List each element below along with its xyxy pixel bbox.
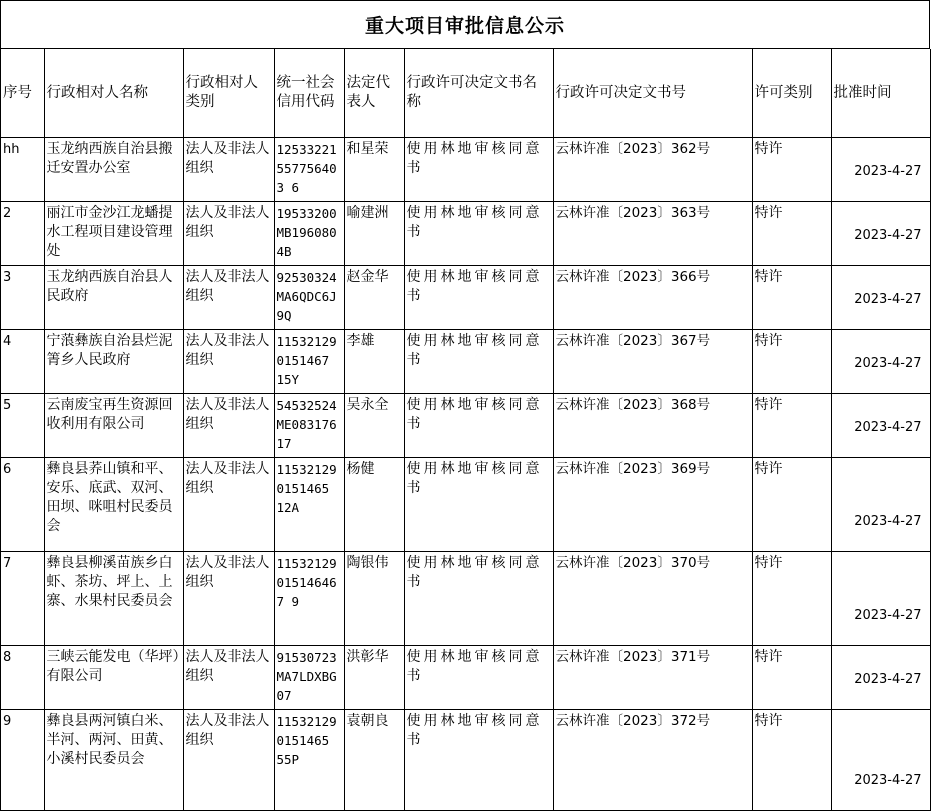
- row-doc-no: 云林许准〔2023〕367号: [553, 330, 752, 394]
- row-representative: 洪彰华: [344, 646, 404, 710]
- table-row: [1, 394, 930, 458]
- row-credit-code: 115321290151465 55P: [274, 710, 344, 811]
- row-date: 2023-4-27: [831, 394, 930, 458]
- row-name: 玉龙纳西族自治县搬迁安置办公室: [44, 138, 183, 202]
- row-index: 3: [1, 266, 44, 330]
- header-col-category: 行政相对人类别: [183, 49, 274, 138]
- row-doc-no: 云林许准〔2023〕372号: [553, 710, 752, 811]
- page-title: 重大项目审批信息公示: [1, 1, 930, 49]
- row-credit-code: 12533221557756403 6: [274, 138, 344, 202]
- header-col-representative: 法定代表人: [344, 49, 404, 138]
- row-category: 法人及非法人组织: [183, 266, 274, 330]
- header-col-name: 行政相对人名称: [44, 49, 183, 138]
- row-doc-no: 云林许准〔2023〕368号: [553, 394, 752, 458]
- row-category: 法人及非法人组织: [183, 710, 274, 811]
- row-date: 2023-4-27: [831, 330, 930, 394]
- row-permit-type: 特许: [752, 266, 831, 330]
- row-representative: 陶银伟: [344, 552, 404, 646]
- table-body: [1, 138, 930, 811]
- row-name: 云南废宝再生资源回收利用有限公司: [44, 394, 183, 458]
- row-name: 三峡云能发电（华坪）有限公司: [44, 646, 183, 710]
- table-header-row: [1, 49, 930, 138]
- row-index: 8: [1, 646, 44, 710]
- row-permit-type: 特许: [752, 710, 831, 811]
- row-index: 5: [1, 394, 44, 458]
- row-permit-type: 特许: [752, 552, 831, 646]
- row-doc-no: 云林许准〔2023〕363号: [553, 202, 752, 266]
- row-representative: 喻建洲: [344, 202, 404, 266]
- row-representative: 杨健: [344, 458, 404, 552]
- row-doc-name: 使用林地审核同意书: [404, 646, 553, 710]
- table-row: [1, 552, 930, 646]
- row-representative: 袁朝良: [344, 710, 404, 811]
- approval-table: [1, 49, 931, 811]
- row-name: 彝良县柳溪苗族乡白虾、茶坊、坪上、上寨、水果村民委员会: [44, 552, 183, 646]
- table-row: [1, 646, 930, 710]
- row-credit-code: 92530324MA6QDC6J9Q: [274, 266, 344, 330]
- row-permit-type: 特许: [752, 458, 831, 552]
- row-permit-type: 特许: [752, 646, 831, 710]
- row-doc-no: 云林许准〔2023〕371号: [553, 646, 752, 710]
- header-col-permit-type: 许可类别: [752, 49, 831, 138]
- row-doc-name: 使用林地审核同意书: [404, 458, 553, 552]
- row-date: 2023-4-27: [831, 202, 930, 266]
- row-date: 2023-4-27: [831, 138, 930, 202]
- row-name: 宁蒗彝族自治县烂泥箐乡人民政府: [44, 330, 183, 394]
- row-category: 法人及非法人组织: [183, 552, 274, 646]
- row-doc-no: 云林许准〔2023〕369号: [553, 458, 752, 552]
- row-name: 彝良县荞山镇和平、安乐、底武、双河、田坝、咪咀村民委员会: [44, 458, 183, 552]
- row-index: 4: [1, 330, 44, 394]
- table-row: [1, 266, 930, 330]
- header-col-doc-name: 行政许可决定文书名称: [404, 49, 553, 138]
- row-credit-code: 115321290151467 15Y: [274, 330, 344, 394]
- table-row: [1, 710, 930, 811]
- row-credit-code: 11532129015146467 9: [274, 552, 344, 646]
- row-credit-code: 19533200MB1960804B: [274, 202, 344, 266]
- row-date: 2023-4-27: [831, 710, 930, 811]
- row-doc-name: 使用林地审核同意书: [404, 552, 553, 646]
- row-doc-name: 使用林地审核同意书: [404, 394, 553, 458]
- row-category: 法人及非法人组织: [183, 330, 274, 394]
- row-name: 玉龙纳西族自治县人民政府: [44, 266, 183, 330]
- row-index: 2: [1, 202, 44, 266]
- row-category: 法人及非法人组织: [183, 458, 274, 552]
- header-col-credit-code: 统一社会信用代码: [274, 49, 344, 138]
- row-doc-name: 使用林地审核同意书: [404, 266, 553, 330]
- row-date: 2023-4-27: [831, 458, 930, 552]
- row-date: 2023-4-27: [831, 552, 930, 646]
- row-doc-name: 使用林地审核同意书: [404, 138, 553, 202]
- row-category: 法人及非法人组织: [183, 646, 274, 710]
- row-category: 法人及非法人组织: [183, 138, 274, 202]
- row-doc-no: 云林许准〔2023〕370号: [553, 552, 752, 646]
- row-doc-no: 云林许准〔2023〕362号: [553, 138, 752, 202]
- row-category: 法人及非法人组织: [183, 394, 274, 458]
- row-representative: 李雄: [344, 330, 404, 394]
- row-date: 2023-4-27: [831, 266, 930, 330]
- row-index: 7: [1, 552, 44, 646]
- row-name: 丽江市金沙江龙蟠提水工程项目建设管理处: [44, 202, 183, 266]
- header-col-doc-no: 行政许可决定文书号: [553, 49, 752, 138]
- row-credit-code: 115321290151465 12A: [274, 458, 344, 552]
- row-permit-type: 特许: [752, 202, 831, 266]
- row-permit-type: 特许: [752, 138, 831, 202]
- header-col-date: 批准时间: [831, 49, 930, 138]
- row-representative: 吴永全: [344, 394, 404, 458]
- row-credit-code: 91530723MA7LDXBG07: [274, 646, 344, 710]
- row-doc-name: 使用林地审核同意书: [404, 202, 553, 266]
- table-row: [1, 330, 930, 394]
- row-doc-no: 云林许准〔2023〕366号: [553, 266, 752, 330]
- row-permit-type: 特许: [752, 394, 831, 458]
- row-doc-name: 使用林地审核同意书: [404, 710, 553, 811]
- row-date: 2023-4-27: [831, 646, 930, 710]
- row-index: 9: [1, 710, 44, 811]
- row-representative: 赵金华: [344, 266, 404, 330]
- header-col-index: 序号: [1, 49, 44, 138]
- row-index: hh: [1, 138, 44, 202]
- row-permit-type: 特许: [752, 330, 831, 394]
- row-doc-name: 使用林地审核同意书: [404, 330, 553, 394]
- table-row: [1, 458, 930, 552]
- row-category: 法人及非法人组织: [183, 202, 274, 266]
- row-name: 彝良县两河镇白米、半河、两河、田黄、小溪村民委员会: [44, 710, 183, 811]
- table-row: [1, 138, 930, 202]
- row-representative: 和星荣: [344, 138, 404, 202]
- table-row: [1, 202, 930, 266]
- row-credit-code: 54532524ME08317617: [274, 394, 344, 458]
- row-index: 6: [1, 458, 44, 552]
